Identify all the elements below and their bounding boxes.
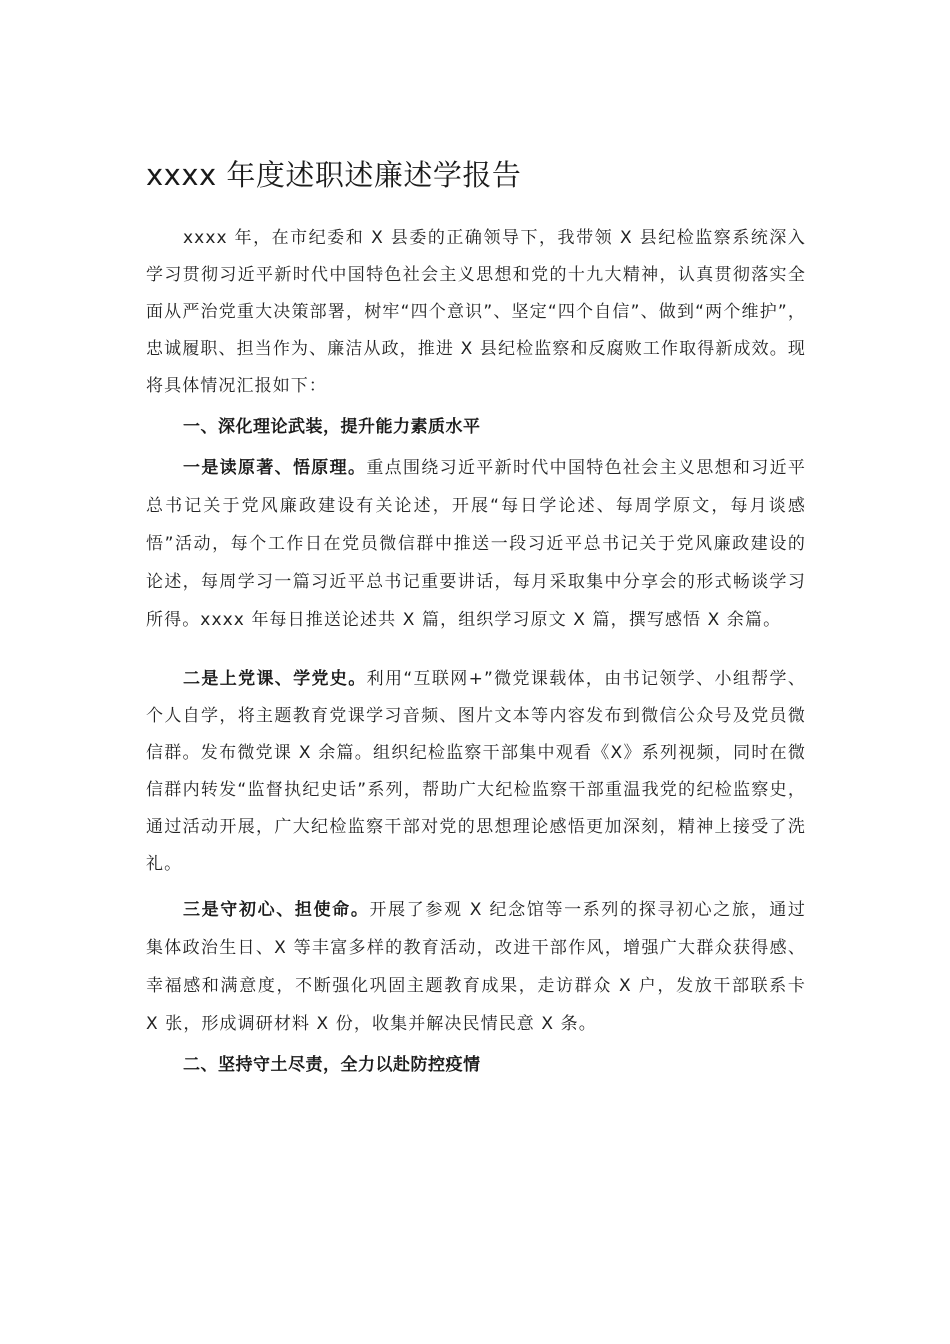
section-1-heading: 一、深化理论武装，提升能力素质水平	[183, 417, 481, 437]
section-1-item-1	[146, 449, 806, 639]
document-body	[146, 220, 806, 1083]
section-1-item-3	[146, 891, 806, 1043]
item-1-lead: 一是读原著、悟原理。	[183, 458, 367, 478]
item-3-body: 开展了参观 X 纪念馆等一系列的探寻初心之旅，通过集体政治生日、X 等丰富多样的教育活动，改进干部作风，增强广大群众获得感、幸福感和满意度，不断强化巩固主题教育成果，走访群众 X 户，发放干部联系卡 X 张，形成调研材料 X 份，收集并解决民情民意 X 条。	[146, 900, 806, 1034]
item-1-body: 重点围绕习近平新时代中国特色社会主义思想和习近平总书记关于党风廉政建设有关论述，开展“每日学论述、每周学原文，每月谈感悟”活动，每个工作日在党员微信群中推送一段习近平总书记关于党风廉政建设的论述，每周学习一篇习近平总书记重要讲话，每月采取集中分享会的形式畅谈学习所得。xxxx 年每日推送论述共 X 篇，组织学习原文 X 篇，撰写感悟 X 余篇。	[146, 458, 807, 630]
item-2-body: 利用“互联网+”微党课载体，由书记领学、小组帮学、个人自学，将主题教育党课学习音频、图片文本等内容发布到微信公众号及党员微信群。发布微党课 X 余篇。组织纪检监察干部集中观看《X》系列视频，同时在微信群内转发“监督执纪史话”系列，帮助广大纪检监察干部重温我党的纪检监察史，通过活动开展，广大纪检监察干部对党的思想理论感悟更加深刻，精神上接受了洗礼。	[146, 669, 807, 874]
item-2-lead: 二是上党课、学党史。	[183, 669, 367, 689]
spacer	[146, 639, 806, 661]
section-1-item-2	[146, 661, 806, 883]
section-2-heading: 二、坚持守土尽责，全力以赴防控疫情	[183, 1055, 481, 1075]
document-title: xxxx 年度述职述廉述学报告	[146, 158, 522, 192]
intro-paragraph: xxxx 年，在市纪委和 X 县委的正确领导下，我带领 X 县纪检监察系统深入学习贯彻习近平新时代中国特色社会主义思想和党的十九大精神，认真贯彻落实全面从严治党重大决策部署，树牢“四个意识”、坚定“四个自信”、做到“两个维护”，忠诚履职、担当作为、廉洁从政，推进 X 县纪检监察和反腐败工作取得新成效。现将具体情况汇报如下：	[146, 228, 806, 396]
item-3-lead: 三是守初心、担使命。	[183, 900, 370, 920]
spacer	[146, 883, 806, 891]
